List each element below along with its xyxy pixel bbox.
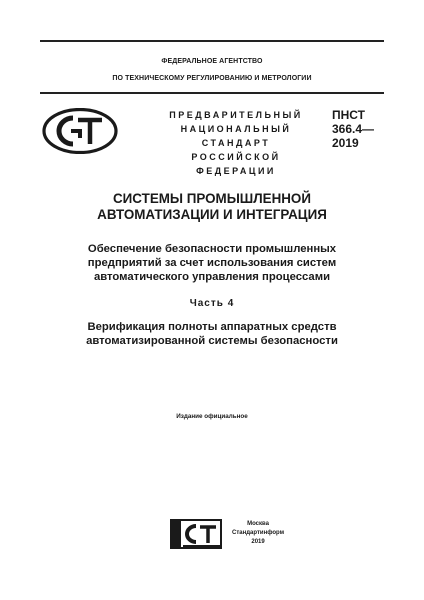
document-title xyxy=(0,191,424,223)
publisher-name: Стандартинформ xyxy=(232,530,285,536)
part-label: Часть 4 xyxy=(189,298,235,309)
gost-emblem-icon xyxy=(42,108,118,154)
title-line: АВТОМАТИЗАЦИИ И ИНТЕГРАЦИЯ xyxy=(97,207,327,222)
standard-type xyxy=(156,108,316,178)
subtitle-line: автоматического управления процессами xyxy=(93,271,331,283)
agency-name: ФЕДЕРАЛЬНОЕ АГЕНТСТВО xyxy=(161,58,263,65)
standard-type-line: НАЦИОНАЛЬНЫЙ xyxy=(180,124,292,134)
standard-type-line: РОССИЙСКОЙ xyxy=(191,152,281,162)
subtitle-line: Обеспечение безопасности промышленных xyxy=(87,243,337,255)
agency-subtitle: ПО ТЕХНИЧЕСКОМУ РЕГУЛИРОВАНИЮ И МЕТРОЛОГИИ xyxy=(112,75,312,82)
csi-logo-icon xyxy=(170,519,222,549)
edition-note: Издание официальное xyxy=(176,413,248,420)
standard-type-line: СТАНДАРТ xyxy=(201,138,271,148)
header-divider xyxy=(40,92,384,94)
publisher-year: 2019 xyxy=(251,539,265,545)
part-title-line: Верификация полноты аппаратных средств xyxy=(87,321,337,333)
standard-number xyxy=(332,108,374,150)
publisher-info xyxy=(232,520,284,547)
standard-type-line: ФЕДЕРАЦИИ xyxy=(196,166,276,176)
document-subtitle xyxy=(0,242,424,284)
part-title xyxy=(0,320,424,348)
subtitle-line: предприятий за счет использования систем xyxy=(87,257,337,269)
standard-number-line: 366.4— xyxy=(332,122,375,136)
standard-number-line: ПНСТ xyxy=(332,108,365,122)
publisher-city: Москва xyxy=(247,521,269,527)
title-line: СИСТЕМЫ ПРОМЫШЛЕННОЙ xyxy=(113,191,311,206)
standard-type-line: ПРЕДВАРИТЕЛЬНЫЙ xyxy=(169,110,303,120)
part-title-line: автоматизированной системы безопасности xyxy=(86,335,338,347)
top-divider xyxy=(40,40,384,42)
standard-number-line: 2019 xyxy=(332,136,359,150)
